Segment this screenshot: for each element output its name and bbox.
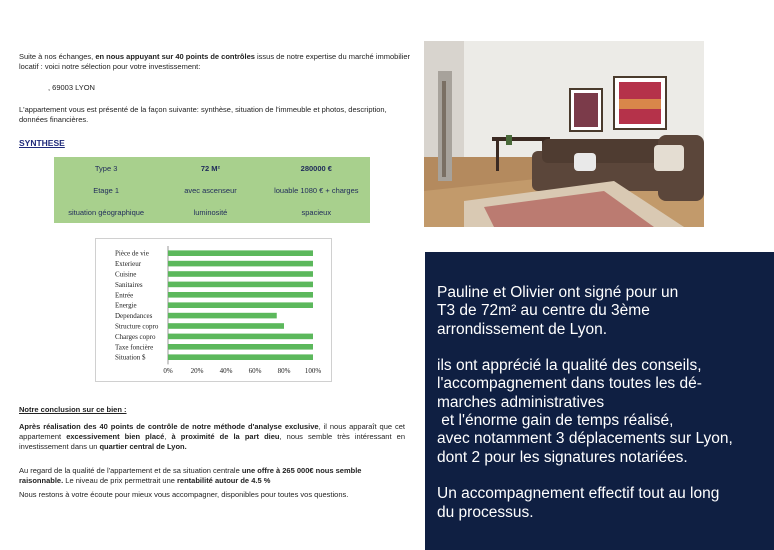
synthese-cell: luminosité xyxy=(193,207,228,217)
conclusion-heading: Notre conclusion sur ce bien : xyxy=(19,405,127,414)
conclusion-text: quartier central de Lyon. xyxy=(99,442,187,451)
chart-tick-label: 20% xyxy=(190,367,204,375)
synthese-cell: spacieux xyxy=(301,207,332,217)
chart-bar xyxy=(168,282,313,288)
chart-tick-label: 80% xyxy=(277,367,291,375)
conclusion-text: Après réalisation des 40 points de contrôle de notre méthode d'analyse exclusive xyxy=(19,422,319,431)
presentation-paragraph: L'appartement vous est présenté de la façon suivante: synthèse, situation de l'immeuble et photos, description, données financières. xyxy=(19,105,387,124)
synthese-cell: avec ascenseur xyxy=(184,185,237,195)
chart-bar xyxy=(168,354,313,360)
offer-paragraph xyxy=(19,466,405,486)
chart-bar xyxy=(168,292,313,298)
offer-text: rentabilité autour de 4.5 % xyxy=(177,476,271,485)
testimonial-panel xyxy=(425,252,774,550)
testimonial-spacer xyxy=(437,467,767,485)
synthese-table xyxy=(54,157,370,223)
chart-bar xyxy=(168,313,277,319)
testimonial-line: avec notamment 3 déplacements sur Lyon, xyxy=(437,430,733,448)
chart-category-label: Taxe foncière xyxy=(115,343,154,352)
closing-paragraph: Nous restons à votre écoute pour mieux vous accompagner, disponibles pour toutes vos questions. xyxy=(19,490,349,499)
synthese-cell: louable 1080 € + charges xyxy=(274,185,359,195)
synthese-row xyxy=(54,179,370,201)
chart-category-label: Cuisine xyxy=(115,270,137,279)
conclusion-text: , il nous apparaît que cet appartement xyxy=(19,422,405,441)
offer-text: Au regard de la qualité de l'appartement et de sa situation centrale xyxy=(19,466,242,475)
synthese-cell: situation géographique xyxy=(68,207,145,217)
conclusion-text: , nous semble très intéressant en investissement dans un xyxy=(19,432,405,451)
chart-category-label: Situation $ xyxy=(115,353,146,362)
chart-bar xyxy=(168,344,313,350)
chart-tick-label: 60% xyxy=(248,367,262,375)
testimonial-line: ils ont apprécié la qualité des conseils, xyxy=(437,357,702,375)
testimonial-spacer xyxy=(437,339,767,357)
synthese-cell: 72 M² xyxy=(200,163,221,173)
chart-category-label: Dependances xyxy=(115,312,153,321)
intro-text-end: issus de notre expertise du marché immobilier locatif : voici notre sélection pour votre investissement: xyxy=(19,52,410,71)
chart-category-label: Pièce de vie xyxy=(115,249,149,258)
conclusion-paragraph xyxy=(19,422,405,452)
chart-tick-label: 100% xyxy=(304,367,322,375)
chart-bar xyxy=(168,250,313,256)
living-room-photo xyxy=(424,41,704,227)
conclusion-text: à proximité de la part dieu xyxy=(171,432,280,441)
testimonial-line: arrondissement de Lyon. xyxy=(437,320,608,338)
chart-tick-label: 0% xyxy=(163,367,173,375)
synthese-heading: SYNTHESE xyxy=(19,138,65,148)
testimonial-line: Pauline et Olivier ont signé pour un xyxy=(437,284,679,301)
intro-paragraph xyxy=(19,52,414,72)
chart-bar xyxy=(168,302,313,308)
testimonial-line: marches administratives xyxy=(437,393,605,411)
chart-category-label: Exterieur xyxy=(115,260,142,269)
property-address: , 69003 LYON xyxy=(48,83,95,92)
testimonial-line: l'accompagnement dans toutes les dé- xyxy=(437,375,702,393)
testimonial-line: Un accompagnement effectif tout au long xyxy=(437,485,720,503)
synthese-cell: 280000 € xyxy=(300,163,332,173)
synthese-cell: Etage 1 xyxy=(93,185,120,195)
intro-text: Suite à nos échanges, xyxy=(19,52,96,61)
conclusion-text: , xyxy=(164,432,172,441)
offer-text: une offre à 265 000€ nous semble raisonnable. xyxy=(19,466,362,485)
synthese-row xyxy=(54,157,370,179)
synthese-row xyxy=(54,201,370,223)
testimonial-line: du processus. xyxy=(437,503,534,521)
testimonial-line: T3 de 72m² au centre du 3ème xyxy=(437,302,650,320)
conclusion-text: excessivement bien placé xyxy=(66,432,165,441)
chart-bar xyxy=(168,334,313,340)
intro-bold-text: en nous appuyant sur 40 points de contrôles xyxy=(95,52,255,61)
testimonial-line: et l'énorme gain de temps réalisé, xyxy=(437,412,674,430)
chart-category-label: Entrée xyxy=(115,291,134,300)
synthese-cell: Type 3 xyxy=(94,163,118,173)
chart-svg xyxy=(96,239,331,381)
control-points-chart xyxy=(95,238,332,382)
chart-bar xyxy=(168,323,284,329)
testimonial-text xyxy=(437,284,767,522)
testimonial-line: dont 2 pour les signatures notariées. xyxy=(437,448,688,466)
chart-bar xyxy=(168,271,313,277)
chart-tick-label: 40% xyxy=(219,367,233,375)
chart-category-label: Charges copro xyxy=(115,332,156,341)
chart-bar xyxy=(168,261,313,267)
chart-category-label: Structure copro xyxy=(115,322,159,331)
chart-category-label: Energie xyxy=(115,301,137,310)
chart-category-label: Sanitaires xyxy=(115,280,143,289)
offer-text: Le niveau de prix permettrait une xyxy=(63,476,178,485)
